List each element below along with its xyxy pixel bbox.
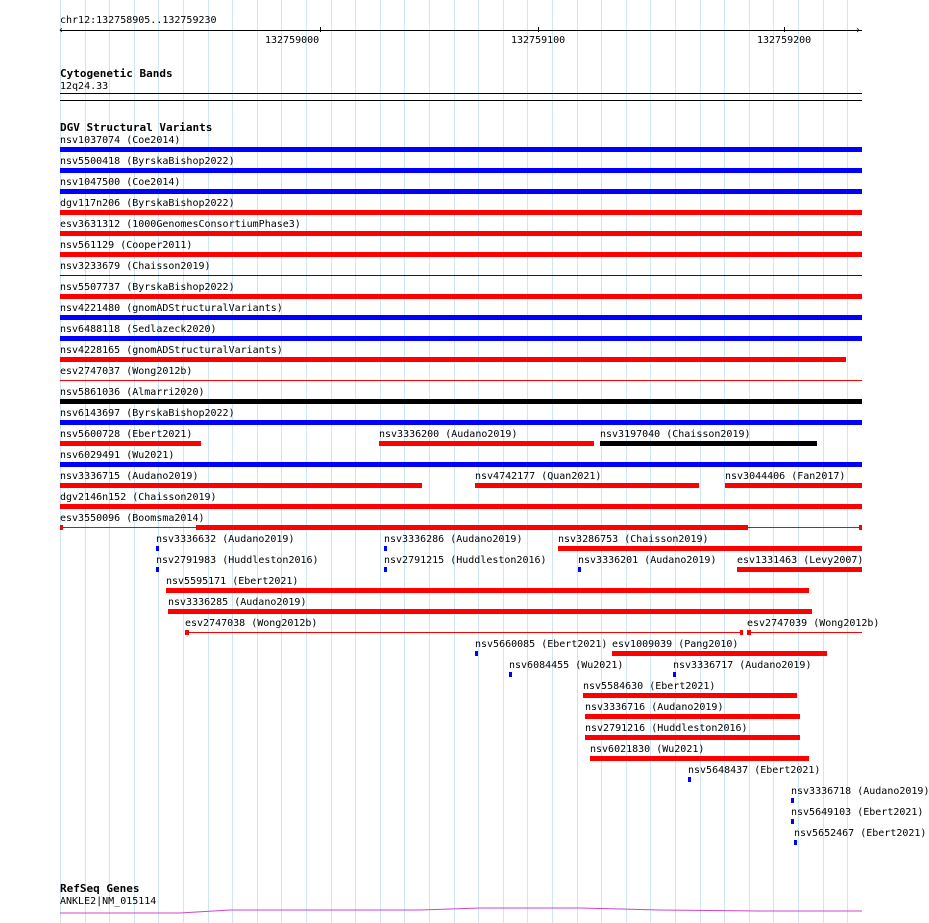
variant-bar-loss[interactable]: [60, 357, 846, 362]
variant-label[interactable]: esv1009039 (Pang2010): [612, 639, 739, 650]
variant-label[interactable]: nsv4221480 (gnomADStructuralVariants): [60, 303, 283, 314]
variant-bar-loss[interactable]: [60, 294, 862, 299]
variant-bar-loss[interactable]: [558, 546, 862, 551]
variant-label[interactable]: nsv3286753 (Chaisson2019): [558, 534, 709, 545]
variant-label[interactable]: nsv2791216 (Huddleston2016): [585, 723, 748, 734]
variant-bar-loss[interactable]: [60, 380, 862, 381]
variant-label[interactable]: nsv3336716 (Audano2019): [585, 702, 724, 713]
variant-label[interactable]: nsv5507737 (ByrskaBishop2022): [60, 282, 235, 293]
variant-label[interactable]: nsv5660085 (Ebert2021): [475, 639, 608, 650]
variant-label[interactable]: nsv5649103 (Ebert2021): [791, 807, 924, 818]
variant-bar-gain[interactable]: [673, 672, 676, 677]
variant-bar-gain[interactable]: [791, 798, 794, 803]
cytoband-label: 12q24.33: [60, 81, 109, 92]
variant-bar-loss[interactable]: [585, 735, 800, 740]
variant-label[interactable]: nsv5861036 (Almarri2020): [60, 387, 205, 398]
variant-label[interactable]: nsv5500418 (ByrskaBishop2022): [60, 156, 235, 167]
variant-bar-loss[interactable]: [725, 483, 862, 488]
variant-bar-gain[interactable]: [384, 546, 387, 551]
variant-bar-loss[interactable]: [379, 441, 594, 446]
cytoband-bar[interactable]: [60, 93, 862, 94]
variant-label[interactable]: nsv4742177 (Quan2021): [475, 471, 602, 482]
variant-label[interactable]: nsv5600728 (Ebert2021): [60, 429, 193, 440]
variant-label[interactable]: nsv5584630 (Ebert2021): [583, 681, 716, 692]
variant-label[interactable]: nsv2791983 (Huddleston2016): [156, 555, 319, 566]
variant-bar-gain[interactable]: [60, 420, 862, 425]
variant-bar-gain[interactable]: [475, 651, 478, 656]
region-label: chr12:132758905..132759230: [60, 15, 217, 26]
variant-label[interactable]: nsv3336286 (Audano2019): [384, 534, 523, 545]
variant-bar-loss[interactable]: [60, 252, 862, 257]
gene-label[interactable]: ANKLE2|NM_015114: [60, 896, 157, 907]
variant-bar-loss[interactable]: [60, 441, 201, 446]
variant-bar-loss[interactable]: [60, 210, 862, 215]
variant-bar-both[interactable]: [60, 399, 862, 404]
variant-bar-loss[interactable]: [60, 231, 862, 236]
variant-label[interactable]: nsv3336715 (Audano2019): [60, 471, 199, 482]
variant-bar-gain[interactable]: [509, 672, 512, 677]
ruler-tick-label: 132759100: [511, 35, 566, 46]
ruler-tick-label: 132759000: [265, 35, 320, 46]
variant-bar-gain[interactable]: [60, 168, 862, 173]
variant-bar-loss[interactable]: [585, 714, 800, 719]
variant-bar-loss[interactable]: [747, 632, 862, 633]
variant-label[interactable]: nsv6084455 (Wu2021): [509, 660, 624, 671]
variant-bar-loss[interactable]: [60, 483, 422, 488]
variant-label[interactable]: nsv5648437 (Ebert2021): [688, 765, 821, 776]
variant-bar-gain[interactable]: [60, 147, 862, 152]
variant-bar-loss[interactable]: [737, 567, 862, 572]
variant-label[interactable]: nsv3233679 (Chaisson2019): [60, 261, 211, 272]
variant-label[interactable]: nsv2791215 (Huddleston2016): [384, 555, 547, 566]
variant-bar-gain[interactable]: [60, 336, 862, 341]
variant-label[interactable]: nsv6488118 (Sedlazeck2020): [60, 324, 217, 335]
variant-label[interactable]: esv3631312 (1000GenomesConsortiumPhase3): [60, 219, 301, 230]
variant-label[interactable]: nsv561129 (Cooper2011): [60, 240, 193, 251]
variant-label[interactable]: nsv5652467 (Ebert2021): [794, 828, 927, 839]
variant-label[interactable]: nsv5595171 (Ebert2021): [166, 576, 299, 587]
variant-label[interactable]: nsv3336285 (Audano2019): [168, 597, 307, 608]
variant-bar-loss[interactable]: [185, 632, 742, 633]
ruler-axis[interactable]: [60, 30, 862, 31]
variant-bar-loss[interactable]: [475, 483, 699, 488]
variant-label[interactable]: esv1331463 (Levy2007): [737, 555, 864, 566]
cytoband-track-title: Cytogenetic Bands: [60, 67, 173, 80]
variant-bar-loss[interactable]: [60, 504, 862, 509]
ruler-tick-label: 132759200: [757, 35, 812, 46]
gene-model[interactable]: [60, 905, 862, 917]
variant-label[interactable]: nsv3336200 (Audano2019): [379, 429, 518, 440]
track-separator: [60, 100, 862, 101]
variant-bar-loss[interactable]: [166, 588, 809, 593]
variant-bar-gain[interactable]: [60, 315, 862, 320]
variant-label[interactable]: nsv3336718 (Audano2019): [791, 786, 929, 797]
ruler-tick: [784, 27, 785, 32]
dgv-track-title: DGV Structural Variants: [60, 121, 213, 134]
variant-bar-gain[interactable]: [578, 567, 581, 572]
variant-bar-loss[interactable]: [583, 693, 797, 698]
variant-block[interactable]: [185, 630, 189, 635]
variant-label[interactable]: nsv6143697 (ByrskaBishop2022): [60, 408, 235, 419]
variant-block[interactable]: [60, 525, 63, 530]
variant-label[interactable]: nsv3044406 (Fan2017): [725, 471, 846, 482]
variant-bar-gain[interactable]: [156, 546, 159, 551]
variant-bar-gain[interactable]: [60, 275, 862, 276]
variant-label[interactable]: dgv2146n152 (Chaisson2019): [60, 492, 217, 503]
variant-bar-loss[interactable]: [168, 609, 812, 614]
variant-block[interactable]: [747, 630, 751, 635]
variant-label[interactable]: nsv1037074 (Coe2014): [60, 135, 181, 146]
variant-label[interactable]: esv2747037 (Wong2012b): [60, 366, 193, 377]
variant-label[interactable]: nsv3336632 (Audano2019): [156, 534, 295, 545]
variant-label[interactable]: nsv6021830 (Wu2021): [590, 744, 705, 755]
variant-label[interactable]: nsv3336717 (Audano2019): [673, 660, 812, 671]
variant-bar-loss[interactable]: [612, 651, 827, 656]
variant-block[interactable]: [196, 525, 748, 530]
variant-label[interactable]: nsv6029491 (Wu2021): [60, 450, 175, 461]
variant-label[interactable]: nsv3336201 (Audano2019): [578, 555, 717, 566]
variant-bar-gain[interactable]: [791, 819, 794, 824]
variant-label[interactable]: nsv1047500 (Coe2014): [60, 177, 181, 188]
ruler-tick: [320, 27, 321, 32]
variant-bar-gain[interactable]: [384, 567, 387, 572]
variant-label[interactable]: dgv117n206 (ByrskaBishop2022): [60, 198, 235, 209]
variant-bar-gain[interactable]: [688, 777, 691, 782]
variant-label[interactable]: esv3550096 (Boomsma2014): [60, 513, 205, 524]
variant-label[interactable]: esv2747039 (Wong2012b): [747, 618, 880, 629]
ruler-left-arrow: ‹: [58, 25, 65, 36]
variant-bar-both[interactable]: [600, 441, 817, 446]
variant-bar-gain[interactable]: [156, 567, 159, 572]
variant-bar-gain[interactable]: [60, 189, 862, 194]
variant-label[interactable]: nsv4228165 (gnomADStructuralVariants): [60, 345, 283, 356]
variant-bar-gain[interactable]: [794, 840, 797, 845]
variant-bar-gain[interactable]: [60, 462, 862, 467]
variant-block[interactable]: [859, 525, 862, 530]
variant-bar-loss[interactable]: [590, 756, 809, 761]
ruler-tick: [538, 27, 539, 32]
variant-label[interactable]: nsv3197040 (Chaisson2019): [600, 429, 751, 440]
refseq-track-title: RefSeq Genes: [60, 882, 140, 895]
ruler-right-arrow: ›: [855, 25, 862, 36]
variant-block[interactable]: [740, 630, 743, 635]
variant-label[interactable]: esv2747038 (Wong2012b): [185, 618, 318, 629]
